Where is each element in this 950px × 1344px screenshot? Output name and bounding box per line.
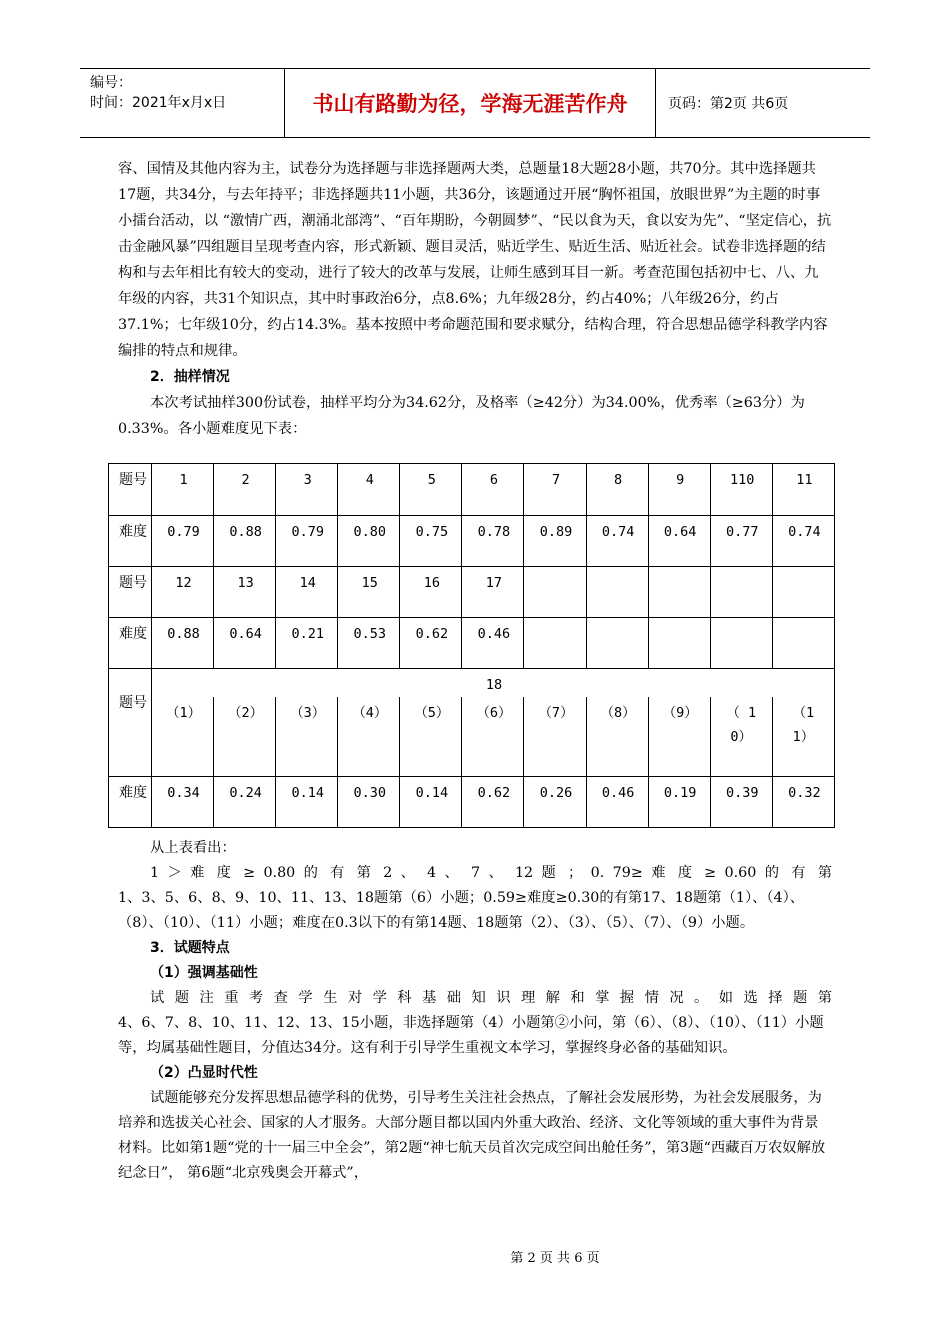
- table-cell: [524, 618, 586, 669]
- analysis-line2: 1、3、5、6、8、9、10、11、13、18题第（6）小题；0.59≥难度≥0.30的有第17、18题第（1）、（4）、（8）、（10）、（11）小题；难度在0.3以下的有第14题、18题第（2）、（3）、（5）、（7）、（9）小题。: [118, 890, 805, 931]
- table-cell: 0.14: [400, 776, 462, 827]
- table-cell: 0.88: [152, 618, 214, 669]
- table-row: [109, 567, 835, 618]
- table-cell: （4）: [338, 697, 400, 776]
- table-cell: 0.62: [400, 618, 462, 669]
- doc-date-label: 时间：2021年x月x日: [90, 95, 227, 111]
- table-cell: [710, 567, 772, 618]
- table-cell: 7: [524, 464, 586, 516]
- table-cell: [524, 567, 586, 618]
- table-cell: 0.88: [214, 516, 276, 567]
- section3-heading: 3．试题特点: [150, 940, 230, 956]
- table-cell: 0.64: [214, 618, 276, 669]
- sub2-heading: （2）凸显时代性: [150, 1065, 258, 1081]
- header-page-label: 页码：第2页 共6页: [668, 96, 789, 112]
- body-content: [118, 156, 832, 442]
- table-cell: 0.19: [648, 776, 710, 827]
- table-cell: 0.64: [648, 516, 710, 567]
- table-cell: （5）: [400, 697, 462, 776]
- table-cell: 5: [400, 464, 462, 516]
- table-row: [109, 697, 835, 776]
- table-cell: 0.26: [524, 776, 586, 827]
- page-footer: 第 2 页 共 6 页: [510, 1251, 600, 1266]
- table-cell: 1: [152, 464, 214, 516]
- analysis-content: [118, 836, 832, 1186]
- sub2-paragraph: 试题能够充分发挥思想品德学科的优势，引导考生关注社会热点，了解社会发展形势，为社会发展服务，为培养和选拔关心社会、国家的人才服务。大部分题目都以国内外重大政治、经济、文化等领域的重大事件为背景材料。比如第1题“党的十一届三中全会”，第2题“神七航天员首次完成空间出舱任务”，第3题“西藏百万农奴解放纪念日”， 第6题“北京残奥会开幕式”，: [118, 1090, 826, 1181]
- table-row: [109, 464, 835, 516]
- intro-paragraph: 容、国情及其他内容为主，试卷分为选择题与非选择题两大类，总题量18大题28小题，共70分。其中选择题共17题，共34分，与去年持平；非选择题共11小题，共36分，该题通过开展“胸怀祖国，放眼世界”为主题的时事小擂台活动，以 “激情广西，潮涌北部湾”、“百年期盼，今朝圆梦”、“民以食为天，食以安为先”、“坚定信心，抗击金融风暴”四组题目呈现考查内容，形式新颖、题目灵活，贴近学生、贴近生活、贴近社会。试卷非选择题的结构和与去年相比有较大的变动，进行了较大的改革与发展，让师生感到耳目一新。考查范围包括初中七、八、九年级的内容，共31个知识点，其中时事政治6分，点8.6%；九年级28分，约占40%；八年级26分，约占37.1%；七年级10分，约占14.3%。基本按照中考命题范围和要求赋分，结构合理，符合思想品德学科教学内容编排的特点和规律。: [118, 161, 832, 359]
- sub1-paragraph: 4、6、7、8、10、11、12、13、15小题，非选择题第（4）小题第②小问，第（6）、（8）、（10）、（11）小题等，均属基础性题目，分值达34分。这有利于引导学生重视文本学习，掌握终身必备的基础知识。: [118, 1015, 824, 1056]
- analysis-line1: 1 ＞ 难 度 ≥ 0.80 的 有 第 2 、 4 、 7 、 12 题 ； 0. 79≥ 难 度 ≥ 0.60 的 有 第: [150, 865, 832, 881]
- table-cell: [648, 567, 710, 618]
- table-cell: [772, 567, 834, 618]
- table-cell: 0.46: [586, 776, 648, 827]
- table-cell: 0.89: [524, 516, 586, 567]
- table-cell: （ 10）: [710, 697, 772, 776]
- question-label-cell: 题号: [109, 464, 152, 516]
- table-cell: 0.46: [462, 618, 524, 669]
- sub1-line1: 试 题 注 重 考 查 学 生 对 学 科 基 础 知 识 理 解 和 掌 握 情 况 。 如 选 择 题 第: [150, 990, 832, 1006]
- table-cell: （1）: [152, 697, 214, 776]
- table-cell: （11）: [772, 697, 834, 776]
- table-cell: （7）: [524, 697, 586, 776]
- table-cell: （2）: [214, 697, 276, 776]
- section2-paragraph: 本次考试抽样300份试卷，抽样平均分为34.62分，及格率（≥42分）为34.00%，优秀率（≥63分）为0.33%。各小题难度见下表：: [118, 395, 805, 437]
- question-label-cell: 题号: [109, 567, 152, 618]
- difficulty-label-cell: 难度: [109, 618, 152, 669]
- table-cell: 0.34: [152, 776, 214, 827]
- sub1-heading: （1）强调基础性: [150, 965, 258, 981]
- table-cell: 0.62: [462, 776, 524, 827]
- difficulty-table: [108, 463, 835, 828]
- doc-number-label: 编号：: [90, 75, 132, 91]
- table-cell: 0.53: [338, 618, 400, 669]
- table-cell: 0.78: [462, 516, 524, 567]
- table-cell: 3: [276, 464, 338, 516]
- header-meta: [80, 69, 285, 137]
- table-cell: 16: [400, 567, 462, 618]
- table-row: [109, 669, 835, 698]
- table-cell: 0.24: [214, 776, 276, 827]
- table-cell: （6）: [462, 697, 524, 776]
- table-cell: 15: [338, 567, 400, 618]
- table-cell: 0.79: [276, 516, 338, 567]
- group-18-header: 18: [152, 669, 835, 698]
- table-cell: 0.30: [338, 776, 400, 827]
- header-motto: 书山有路勤为径，学海无涯苦作舟: [285, 69, 656, 137]
- table-cell: [586, 618, 648, 669]
- difficulty-label-cell: 难度: [109, 516, 152, 567]
- table-cell: 4: [338, 464, 400, 516]
- table-cell: [710, 618, 772, 669]
- table-row: [109, 776, 835, 827]
- page-header: [80, 68, 870, 138]
- table-cell: 6: [462, 464, 524, 516]
- table-cell: 0.21: [276, 618, 338, 669]
- table-cell: 0.77: [710, 516, 772, 567]
- analysis-lead: 从上表看出：: [150, 840, 236, 856]
- table-row: [109, 618, 835, 669]
- table-cell: 0.79: [152, 516, 214, 567]
- table-cell: 14: [276, 567, 338, 618]
- table-cell: 0.39: [710, 776, 772, 827]
- table-row: [109, 516, 835, 567]
- table-cell: 13: [214, 567, 276, 618]
- table-cell: 110: [710, 464, 772, 516]
- table-cell: 2: [214, 464, 276, 516]
- question-label-cell: 题号: [109, 669, 152, 777]
- table-cell: 0.80: [338, 516, 400, 567]
- table-cell: 0.75: [400, 516, 462, 567]
- table-cell: 0.74: [772, 516, 834, 567]
- table-cell: [586, 567, 648, 618]
- table-cell: 11: [772, 464, 834, 516]
- difficulty-label-cell: 难度: [109, 776, 152, 827]
- table-cell: 0.32: [772, 776, 834, 827]
- table-cell: （8）: [586, 697, 648, 776]
- table-cell: （9）: [648, 697, 710, 776]
- table-cell: [772, 618, 834, 669]
- table-cell: 17: [462, 567, 524, 618]
- table-cell: （3）: [276, 697, 338, 776]
- table-cell: [648, 618, 710, 669]
- table-cell: 9: [648, 464, 710, 516]
- table-cell: 8: [586, 464, 648, 516]
- table-cell: 12: [152, 567, 214, 618]
- section2-heading: 2．抽样情况: [150, 369, 230, 385]
- table-cell: 0.14: [276, 776, 338, 827]
- table-cell: 0.74: [586, 516, 648, 567]
